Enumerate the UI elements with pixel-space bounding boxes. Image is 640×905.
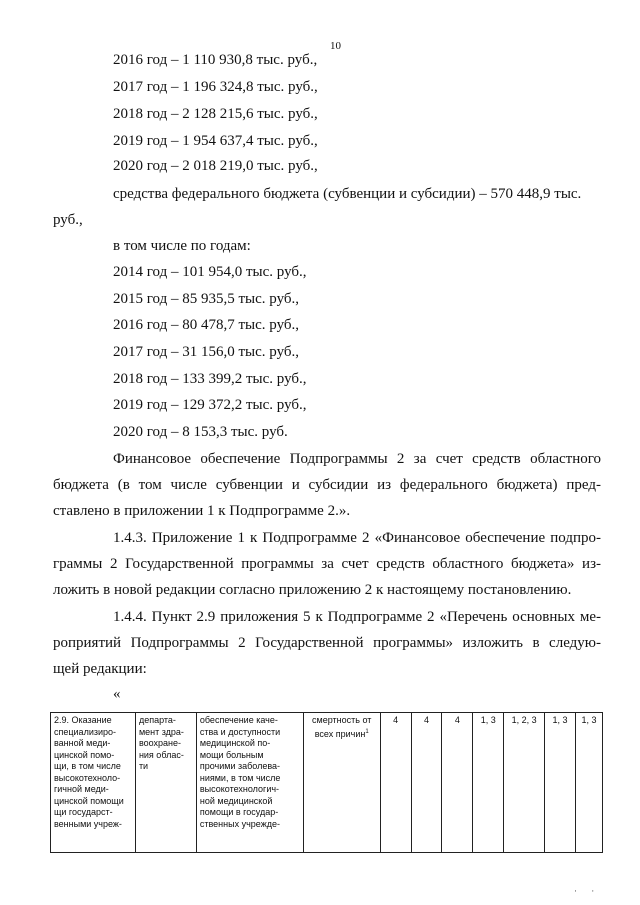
financing-paragraph-line-3: ставлено в приложении 1 к Подпрограмме 2.». [53,503,351,519]
federal-budget-line: средства федерального бюджета (субвенции и субсидии) – 570 448,9 тыс. [113,186,582,202]
budget-line-2016: 2016 год – 1 110 930,8 тыс. руб., [113,52,318,68]
value-cell-1: 4 [380,713,411,853]
budget-line-2018: 2018 год – 2 128 215,6 тыс. руб., [113,106,318,122]
federal-year-2014: 2014 год – 101 954,0 тыс. руб., [113,264,307,280]
federal-year-2017: 2017 год – 31 156,0 тыс. руб., [113,344,300,360]
budget-line-2019: 2019 год – 1 954 637,4 тыс. руб., [113,133,318,149]
item-1-4-4-line-1: 1.4.4. Пункт 2.9 приложения 5 к Подпрограмме 2 «Перечень основных ме- [113,609,601,625]
budget-line-2020: 2020 год – 2 018 219,0 тыс. руб., [113,158,318,174]
measures-table [50,712,603,853]
value-cell-5: 1, 2, 3 [504,713,545,853]
budget-line-2017: 2017 год – 1 196 324,8 тыс. руб., [113,79,318,95]
measure-cell [51,713,136,853]
measure-text: 2.9. Оказание специализиро- ванной меди- цинской помо- щи, в том числе высокотехноло- гичной меди- цинской помощи щи государст- венными учреж- [54,715,124,829]
federal-year-2020: 2020 год – 8 153,3 тыс. руб. [113,424,288,440]
opening-quote: « [113,686,121,702]
item-1-4-3-line-1: 1.4.3. Приложение 1 к Подпрограмме 2 «Финансовое обеспечение подпро- [113,530,601,546]
item-1-4-3-line-2: граммы 2 Государственной программы за счет средств областного бюджета» из- [53,556,601,572]
federal-year-2015: 2015 год – 85 935,5 тыс. руб., [113,291,300,307]
financing-paragraph-line-1: Финансовое обеспечение Подпрограммы 2 за счет средств областного [113,451,601,467]
federal-budget-line-cont: руб., [53,212,83,228]
item-1-4-4-line-3: щей редакции: [53,661,147,677]
value-cell-2: 4 [411,713,442,853]
federal-year-2019: 2019 год – 129 372,2 тыс. руб., [113,397,307,413]
item-1-4-4-line-2: роприятий Подпрограммы 2 Государственной программы» изложить в следую- [53,635,601,651]
federal-year-2016: 2016 год – 80 478,7 тыс. руб., [113,317,300,333]
value-cell-3: 4 [442,713,473,853]
by-years-label: в том числе по годам: [113,238,251,254]
indicator-footnote: 1 [365,728,369,735]
indicator-cell [303,713,380,853]
table-row [51,713,603,853]
value-cell-6: 1, 3 [545,713,576,853]
footer-marks: · · [574,886,601,896]
goal-cell [196,713,303,853]
department-cell [135,713,196,853]
value-cell-7: 1, 3 [575,713,602,853]
value-cell-4: 1, 3 [473,713,504,853]
indicator-text: смертность от всех причин [312,715,372,739]
page-number: 10 [330,40,341,52]
financing-paragraph-line-2: бюджета (в том числе субвенции и субсидии из федерального бюджета) пред- [53,477,601,493]
department-text: департа- мент здра- воохране- ния облас- ти [138,715,184,771]
federal-year-2018: 2018 год – 133 399,2 тыс. руб., [113,371,307,387]
goal-text: обеспечение каче- ства и доступности медицинской по- мощи больным прочими заболева- ниями, в том числе высокотехнологич- ной медицинской помощи в государ- ственных учрежде- [199,715,281,829]
item-1-4-3-line-3: ложить в новой редакции согласно приложению 2 к настоящему постановлению. [53,582,572,598]
